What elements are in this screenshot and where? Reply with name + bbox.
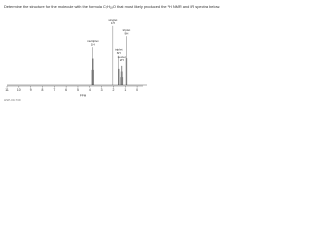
x-tick-label: 7 [53,88,56,93]
peak-multiplicity-label: singlet [108,17,118,22]
peak-multiplicity-label: sextet [117,55,126,60]
x-tick-label: 6 [65,88,68,93]
x-tick-label: 1 [124,88,127,93]
x-tick-label: 8 [41,88,44,93]
x-tick-label: 11 [5,88,9,93]
x-tick-label: 4 [88,88,91,93]
peak-label-layer [87,18,130,62]
peak-integration-label: 2H [119,58,124,63]
nmr-peak-triplet [126,36,127,85]
x-axis-label: PPM [79,93,87,98]
x-tick-label: 10 [16,88,21,93]
question-text: Determine the structure for the molecule with the formula C₇H₁₈O that most likely produced the ¹H NMR and IR spectra below. [4,4,221,9]
x-tick-label: 5 [77,88,79,93]
x-tick-label: 2 [112,88,115,93]
axis-layer [5,86,143,98]
nmr-peak-multiplet [92,47,94,85]
peak-multiplicity-label: triplet [122,28,131,33]
x-tick-label: 3 [100,88,103,93]
nmr-peak-sextet [121,66,123,85]
image-id-text: HSP-00-739 [4,97,21,102]
nmr-spectrum-svg [3,16,197,98]
peak-integration-label: 1H [110,21,115,26]
peak-multiplicity-label: multiplet [86,39,99,44]
x-tick-label: 9 [29,88,32,93]
nmr-spectrum-chart [3,16,197,98]
peak-integration-label: 9H [124,31,129,36]
x-tick-label: 0 [136,88,139,93]
peak-multiplicity-label: triplet [114,47,123,52]
peak-integration-label: 1H [90,42,95,47]
peak-integration-label: 6H [116,50,121,55]
